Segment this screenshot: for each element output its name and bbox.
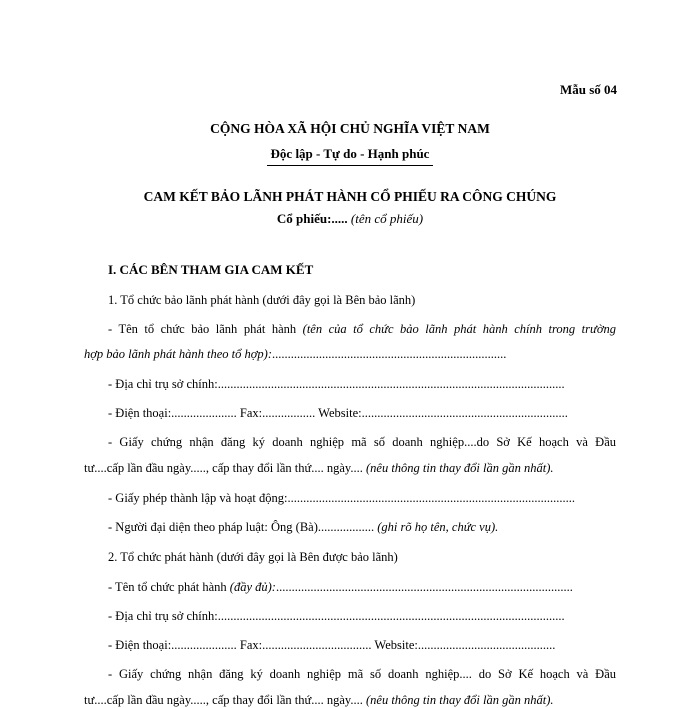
item2-certificate-hint: (nêu thông tin thay đổi lần gần nhất). <box>366 693 554 707</box>
item1-certificate-line-2 <box>84 460 616 476</box>
item2-name-label: - Tên tổ chức phát hành <box>108 580 230 594</box>
item2-certificate-line-2 <box>84 692 616 708</box>
item1-contact: - Điện thoại:..................... Fax:................. Website:.................................................................. <box>108 406 568 420</box>
item2-certificate-line-1: - Giấy chứng nhận đăng ký doanh nghiệp mã số doanh nghiệp.... do Sở Kế hoạch và Đầu <box>108 667 616 681</box>
item1-name-label: - Tên tổ chức bảo lãnh phát hành <box>108 322 303 336</box>
item2-address: - Địa chỉ trụ sở chính:............................................................................................................... <box>108 609 565 623</box>
item1-certificate-line-1: - Giấy chứng nhận đăng ký doanh nghiệp mã số doanh nghiệp....do Sở Kế hoạch và Đầu <box>108 435 616 449</box>
item1-name-hint-cont: hợp bảo lãnh phát hành theo tổ hợp): <box>84 347 272 361</box>
item2-name <box>108 579 616 595</box>
section-heading: I. CÁC BÊN THAM GIA CAM KẾT <box>108 262 314 277</box>
item1-representative-text: - Người đại diện theo pháp luật: Ông (Bà).................. <box>108 520 378 534</box>
item2-heading: 2. Tổ chức phát hành (dưới đây gọi là Bên được bảo lãnh) <box>108 550 398 564</box>
stock-label: Cổ phiếu:..... <box>276 211 348 226</box>
stock-hint: (tên cổ phiếu) <box>350 211 424 226</box>
item1-name-line-1 <box>108 321 616 337</box>
item1-representative <box>108 519 616 535</box>
item2-certificate-text: tư....cấp lần đầu ngày....., cấp thay đổi lần thứ.... ngày.... <box>84 693 366 707</box>
motto-underline <box>267 165 433 166</box>
item1-name-hint: (tên của tổ chức bảo lãnh phát hành chính trong trường <box>302 322 616 336</box>
item1-heading: 1. Tổ chức bảo lãnh phát hành (dưới đây gọi là Bên bảo lãnh) <box>108 293 416 307</box>
motto: Độc lập - Tự do - Hạnh phúc <box>270 146 430 161</box>
item1-address: - Địa chỉ trụ sở chính:............................................................................................................... <box>108 377 565 391</box>
item2-name-dots: ............................................................................................... <box>275 580 573 594</box>
item2-name-hint: (đầy đủ): <box>229 580 276 594</box>
nation-heading: CỘNG HÒA XÃ HỘI CHỦ NGHĨA VIỆT NAM <box>210 121 490 136</box>
item1-license: - Giấy phép thành lập và hoạt động:............................................................................................ <box>108 491 575 505</box>
item1-name-line-2 <box>84 346 616 362</box>
item1-representative-hint: (ghi rõ họ tên, chức vụ). <box>377 520 499 534</box>
item1-certificate-hint: (nêu thông tin thay đổi lần gần nhất). <box>366 461 554 475</box>
form-number: Mẫu số 04 <box>559 82 617 97</box>
item1-certificate-text: tư....cấp lần đầu ngày....., cấp thay đổi lần thứ.... ngày.... <box>84 461 366 475</box>
document-subtitle <box>0 211 700 227</box>
item1-name-dots: ........................................................................... <box>271 347 507 361</box>
item2-contact: - Điện thoại:..................... Fax:................................... Website:............................................ <box>108 638 556 652</box>
document-title: CAM KẾT BẢO LÃNH PHÁT HÀNH CỔ PHIẾU RA CÔNG CHÚNG <box>143 189 557 204</box>
